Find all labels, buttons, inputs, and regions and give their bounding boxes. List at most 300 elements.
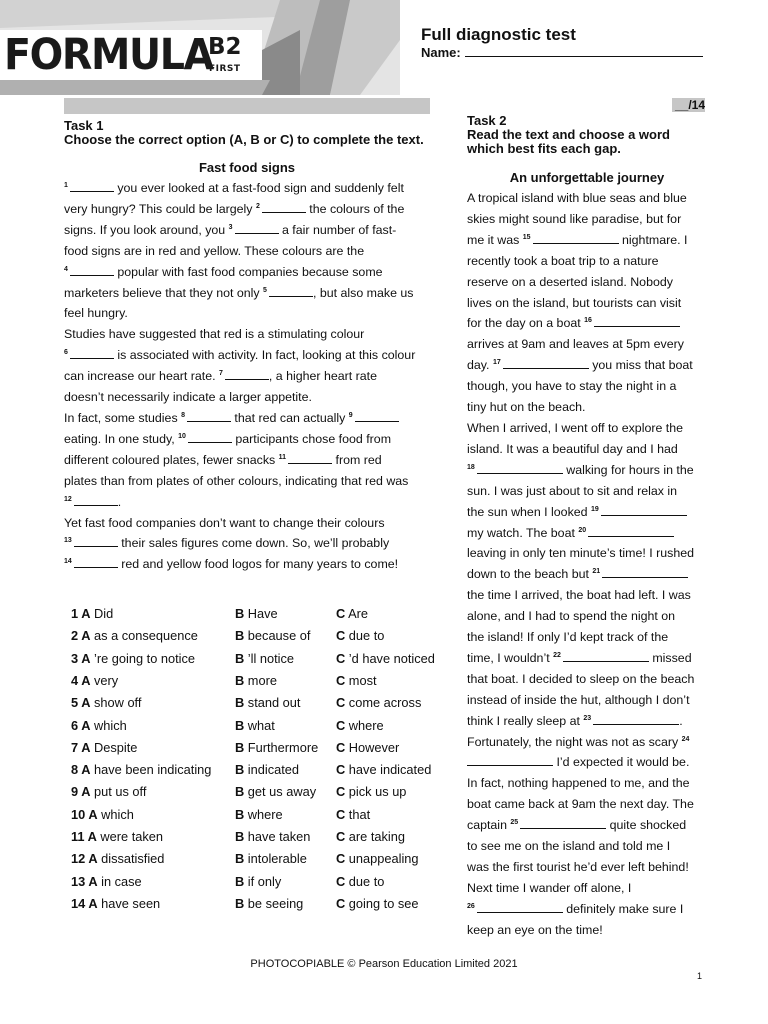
option-row	[71, 628, 451, 650]
option-text: that	[345, 806, 371, 822]
option-text: However	[345, 739, 400, 755]
option-a[interactable]	[71, 896, 160, 911]
option-text: stand out	[244, 695, 301, 711]
gap-number: 5	[263, 286, 267, 294]
option-c[interactable]	[336, 829, 405, 844]
option-b[interactable]	[235, 874, 281, 889]
option-letter: B	[235, 695, 245, 711]
option-text: have seen	[97, 895, 161, 911]
option-b[interactable]	[235, 740, 318, 755]
gap-number: 6	[64, 349, 68, 357]
option-a[interactable]	[71, 606, 113, 621]
answer-gap[interactable]	[477, 462, 563, 474]
option-text: ’d have noticed	[345, 650, 435, 666]
passage-text: keep an eye on the time!	[467, 922, 603, 937]
gap-number: 3	[228, 223, 233, 231]
option-row	[71, 874, 451, 896]
option-letter: C	[336, 717, 346, 733]
option-b[interactable]	[235, 673, 277, 688]
passage-line	[467, 439, 712, 460]
passage-text: , a higher heart rate	[268, 369, 378, 384]
passage-text: for the day on a boat	[467, 316, 585, 331]
gap-number: 25	[510, 819, 519, 827]
option-b[interactable]	[235, 651, 294, 666]
passage-text: marketers believe that they not only	[64, 285, 264, 300]
task2-passage	[467, 188, 712, 941]
gap-number: 10	[178, 432, 186, 440]
passage-line	[64, 513, 434, 534]
option-text: Did	[90, 606, 114, 621]
passage-line	[467, 334, 712, 355]
passage-text: A tropical island with blue seas and blue	[467, 191, 687, 205]
passage-line	[64, 554, 434, 575]
option-letter: C	[336, 895, 346, 911]
passage-line	[64, 492, 434, 513]
option-a[interactable]	[71, 762, 211, 777]
answer-gap[interactable]	[74, 535, 118, 547]
passage-text: feel hungry.	[64, 306, 128, 321]
answer-gap[interactable]	[262, 201, 306, 213]
answer-gap[interactable]	[601, 504, 687, 516]
option-text: as a consequence	[90, 628, 198, 644]
option-text: dissatisfied	[97, 851, 165, 867]
passage-text: alone, and I had to spend the night on	[467, 609, 676, 624]
passage-line	[467, 230, 712, 251]
option-text: Have	[244, 606, 278, 621]
passage-text: nightmare. I	[618, 232, 688, 247]
logo-wordmark: FORMULA	[4, 30, 213, 80]
passage-line	[467, 794, 712, 815]
passage-line	[467, 523, 712, 544]
option-text: which	[90, 717, 127, 733]
gap-number: 2	[255, 202, 260, 210]
passage-text: recently took a boat trip to a nature	[467, 253, 659, 268]
passage-line	[64, 241, 434, 262]
option-letter: C	[336, 672, 346, 688]
passage-text: my watch. The boat	[467, 525, 579, 540]
passage-line	[467, 209, 712, 230]
passage-text: the island! If only I’d kept track of the	[467, 630, 669, 645]
option-text: where	[244, 806, 283, 822]
option-b[interactable]	[235, 628, 310, 643]
option-row	[71, 718, 451, 740]
passage-line	[467, 815, 712, 836]
option-letter: 9 A	[71, 784, 91, 800]
gap-number: 11	[278, 453, 287, 461]
answer-gap[interactable]	[188, 431, 232, 443]
passage-text: their sales figures come down. So, we’ll probably	[117, 536, 390, 551]
option-a[interactable]	[71, 740, 137, 755]
passage-text: missed	[648, 650, 692, 665]
passage-text: I’d expected it would be.	[553, 755, 690, 770]
passage-text: Yet fast food companies don’t want to change their colours	[64, 515, 385, 530]
option-text: in case	[97, 873, 142, 889]
passage-text: reserve on a deserted island. Nobody	[467, 274, 673, 289]
option-row	[71, 651, 451, 673]
option-letter: B	[235, 739, 245, 755]
option-c[interactable]	[336, 851, 419, 866]
option-text: ’re going to notice	[90, 650, 196, 666]
passage-line	[467, 460, 712, 481]
option-letter: 4 A	[71, 672, 91, 688]
option-c[interactable]	[336, 695, 421, 710]
gap-number: 26	[467, 902, 475, 910]
passage-text: arrives at 9am and leaves at 5pm every	[467, 337, 684, 352]
option-row	[71, 829, 451, 851]
answer-gap[interactable]	[520, 817, 606, 829]
answer-gap[interactable]	[70, 264, 114, 276]
passage-line	[467, 355, 712, 376]
gap-number: 4	[64, 265, 68, 273]
option-text: what	[244, 717, 275, 733]
passage-text: though, you have to stay the night in a	[467, 379, 677, 394]
option-letter: C	[336, 873, 346, 889]
passage-text: that red can actually	[230, 410, 349, 425]
passage-text: very hungry? This could be largely	[64, 201, 256, 216]
option-c[interactable]	[336, 807, 370, 822]
passage-text: different coloured plates, fewer snacks	[64, 452, 279, 467]
passage-text: island. It was a beautiful day and I had	[467, 441, 678, 456]
gap-number: 9	[348, 411, 353, 419]
footer-copyright: PHOTOCOPIABLE © Pearson Education Limited 2021	[250, 958, 518, 970]
answer-gap[interactable]	[74, 494, 118, 506]
option-letter: C	[336, 695, 346, 711]
passage-text: Next time I wander off alone, I	[467, 880, 632, 895]
answer-gap[interactable]	[588, 525, 674, 537]
passage-line	[467, 899, 712, 920]
task2-instruction-line1: Read the text and choose a word	[467, 127, 670, 142]
passage-line	[467, 773, 712, 794]
option-letter: 14 A	[71, 895, 98, 911]
passage-text: can increase our heart rate.	[64, 369, 219, 384]
passage-line	[467, 585, 712, 606]
option-c[interactable]	[336, 784, 406, 799]
option-letter: 5 A	[71, 695, 91, 711]
gap-number: 18	[467, 463, 475, 471]
option-a[interactable]	[71, 695, 141, 710]
option-row	[71, 807, 451, 829]
option-letter: C	[336, 739, 346, 755]
passage-text: instead of inside the hut, although I don’t	[467, 692, 690, 707]
passage-line	[467, 293, 712, 314]
passage-text: quite shocked	[606, 818, 687, 833]
option-a[interactable]	[71, 874, 142, 889]
passage-line	[64, 387, 434, 408]
task1-text-title: Fast food signs	[198, 160, 296, 175]
option-text: come across	[345, 695, 422, 711]
task1-passage	[64, 178, 434, 575]
passage-text: the colours of the	[305, 201, 405, 216]
gap-number: 8	[181, 411, 185, 419]
name-label: Name:	[421, 45, 461, 60]
name-blank-line[interactable]	[465, 46, 703, 57]
gap-number: 12	[64, 495, 72, 503]
option-a[interactable]	[71, 718, 127, 733]
option-letter: B	[235, 717, 245, 733]
option-letter: B	[235, 895, 245, 911]
option-letter: C	[336, 762, 346, 778]
passage-line	[467, 188, 712, 209]
option-letter: 2 A	[71, 628, 91, 644]
option-letter: 11 A	[71, 829, 97, 844]
option-row	[71, 762, 451, 784]
option-c[interactable]	[336, 673, 377, 688]
answer-gap[interactable]	[269, 285, 313, 297]
answer-gap[interactable]	[355, 410, 399, 422]
passage-line	[467, 606, 712, 627]
answer-gap[interactable]	[288, 452, 332, 464]
gap-number: 17	[492, 359, 501, 367]
option-letter: B	[235, 628, 245, 644]
option-row	[71, 851, 451, 873]
passage-line	[467, 732, 712, 753]
passage-line	[64, 178, 434, 199]
option-letter: C	[336, 650, 346, 666]
passage-line	[467, 711, 712, 732]
passage-line	[64, 199, 434, 220]
option-text: where	[345, 717, 384, 733]
option-text: have taken	[244, 829, 311, 844]
option-letter: B	[235, 650, 245, 666]
option-text: most	[345, 672, 377, 688]
option-text: going to see	[345, 895, 419, 911]
option-text: due to	[345, 873, 385, 889]
passage-text: the sun when I looked	[467, 504, 591, 519]
option-row	[71, 784, 451, 806]
option-b[interactable]	[235, 762, 299, 777]
option-letter: 8 A	[71, 762, 91, 778]
answer-gap[interactable]	[594, 315, 680, 327]
passage-line	[467, 543, 712, 564]
gap-number: 1	[64, 182, 68, 189]
option-letter: 12 A	[71, 851, 98, 867]
option-text: be seeing	[244, 895, 304, 911]
option-text: were taken	[96, 829, 164, 844]
task1-label: Task 1	[64, 118, 104, 133]
passage-line	[64, 262, 434, 283]
passage-line	[467, 836, 712, 857]
passage-line	[467, 251, 712, 272]
option-a[interactable]	[71, 673, 118, 688]
answer-gap[interactable]	[467, 754, 553, 766]
option-b[interactable]	[235, 896, 303, 911]
option-text: show off	[90, 695, 142, 711]
option-c[interactable]	[336, 651, 435, 666]
answer-gap[interactable]	[563, 650, 649, 662]
option-text: have indicated	[345, 762, 432, 778]
passage-text: red and yellow food logos for many years to come!	[117, 557, 399, 572]
task2-text-title: An unforgettable journey	[509, 170, 665, 185]
passage-line	[64, 303, 434, 324]
page-number: 1	[697, 971, 703, 981]
logo-level: B2	[208, 34, 242, 60]
option-letter: B	[235, 851, 245, 867]
passage-line	[64, 429, 434, 450]
answer-gap[interactable]	[225, 368, 269, 380]
passage-text: leaving in only ten minute’s time! I rushed	[467, 546, 695, 561]
passage-line	[64, 366, 434, 387]
passage-line	[467, 857, 712, 878]
gap-number: 19	[591, 505, 599, 513]
option-text: which	[97, 806, 134, 822]
passage-line	[64, 408, 434, 429]
option-letter: B	[235, 784, 245, 800]
passage-line	[64, 220, 434, 241]
passage-text: plates than from plates of other colours, indicating that red was	[64, 473, 409, 488]
option-text: intolerable	[244, 851, 307, 867]
option-a[interactable]	[71, 628, 198, 643]
option-text: have been indicating	[90, 762, 212, 778]
document-title: Full diagnostic test	[421, 25, 576, 44]
option-c[interactable]	[336, 718, 384, 733]
passage-line	[467, 669, 712, 690]
passage-text: you ever looked at a fast-food sign and suddenly felt	[113, 181, 404, 195]
passage-text: lives on the island, but tourists can visit	[467, 295, 682, 310]
option-letter: B	[235, 873, 245, 889]
passage-line	[64, 345, 434, 366]
passage-text: the time I arrived, the boat had left. I was	[467, 588, 691, 603]
passage-text: me it was	[467, 232, 523, 247]
option-a[interactable]	[71, 851, 164, 866]
passage-text: food signs are in red and yellow. These colours are the	[64, 243, 365, 258]
answer-gap[interactable]	[533, 232, 619, 244]
option-text: more	[244, 672, 277, 688]
option-text: because of	[244, 628, 311, 644]
answer-gap[interactable]	[70, 180, 114, 192]
option-letter: C	[336, 784, 346, 800]
option-letter: 7 A	[71, 739, 91, 755]
passage-line	[467, 272, 712, 293]
option-c[interactable]	[336, 762, 431, 777]
option-text: Are	[345, 606, 369, 621]
option-c[interactable]	[336, 896, 419, 911]
passage-text: sun. I was just about to sit and relax in	[467, 483, 678, 498]
passage-text: day.	[467, 358, 493, 373]
passage-text: Fortunately, the night was not as scary	[467, 734, 682, 749]
option-b[interactable]	[235, 606, 278, 621]
gap-number: 20	[578, 526, 587, 534]
passage-text: walking for hours in the	[562, 462, 694, 477]
gap-number: 14	[64, 558, 72, 566]
gap-number: 22	[553, 651, 561, 659]
passage-text: a fair number of fast-	[278, 222, 397, 237]
gap-number: 23	[583, 714, 592, 722]
option-letter: 10 A	[71, 806, 98, 822]
task1-instruction: Choose the correct option (A, B or C) to complete the text.	[64, 132, 424, 147]
passage-text: time, I wouldn’t	[467, 650, 554, 665]
passage-line	[467, 418, 712, 439]
option-b[interactable]	[235, 695, 300, 710]
answer-gap[interactable]	[503, 357, 589, 369]
passage-line	[64, 450, 434, 471]
option-text: unappealing	[345, 851, 419, 867]
passage-text: , but also make us	[312, 285, 414, 300]
option-a[interactable]	[71, 651, 195, 666]
passage-line	[467, 502, 712, 523]
option-b[interactable]	[235, 807, 283, 822]
passage-line	[467, 627, 712, 648]
option-letter: B	[235, 672, 245, 688]
option-text: put us off	[90, 784, 147, 800]
gap-number: 24	[681, 735, 690, 743]
option-row	[71, 673, 451, 695]
answer-gap[interactable]	[74, 556, 118, 568]
passage-text: to see me on the island and told me I	[467, 839, 671, 854]
passage-text: is associated with activity. In fact, looking at this colour	[113, 348, 416, 363]
passage-text: When I arrived, I went off to explore the	[467, 420, 684, 435]
name-field[interactable]	[421, 45, 703, 60]
option-b[interactable]	[235, 829, 310, 844]
answer-gap[interactable]	[593, 713, 679, 725]
option-b[interactable]	[235, 784, 316, 799]
option-text: Furthermore	[244, 739, 319, 755]
passage-text: down to the beach but	[467, 567, 593, 582]
answer-gap[interactable]	[235, 222, 279, 234]
option-b[interactable]	[235, 851, 307, 866]
option-a[interactable]	[71, 784, 146, 799]
passage-line	[64, 283, 434, 304]
option-b[interactable]	[235, 718, 275, 733]
passage-line	[467, 878, 712, 899]
option-c[interactable]	[336, 874, 384, 889]
passage-line	[467, 690, 712, 711]
option-letter: C	[336, 806, 346, 822]
option-a[interactable]	[71, 807, 134, 822]
option-a[interactable]	[71, 829, 163, 844]
passage-line	[64, 533, 434, 554]
passage-text: Studies have suggested that red is a stimulating colour	[64, 327, 365, 342]
option-letter: C	[336, 606, 346, 621]
option-c[interactable]	[336, 628, 384, 643]
option-row	[71, 606, 451, 628]
passage-text: definitely make sure I	[562, 901, 684, 916]
option-text: pick us up	[345, 784, 407, 800]
option-letter: B	[235, 606, 245, 621]
passage-line	[467, 313, 712, 334]
passage-line	[467, 481, 712, 502]
answer-gap[interactable]	[70, 347, 114, 359]
passage-text: eating. In one study,	[64, 431, 179, 446]
passage-text: captain	[467, 818, 511, 833]
passage-line	[467, 648, 712, 669]
section-bar	[64, 98, 430, 114]
passage-line	[467, 376, 712, 397]
option-row	[71, 896, 451, 918]
passage-line	[467, 397, 712, 418]
passage-text: think I really sleep at	[467, 713, 584, 728]
option-letter: B	[235, 806, 245, 822]
answer-gap[interactable]	[477, 901, 563, 913]
passage-line	[467, 920, 712, 941]
option-row	[71, 740, 451, 762]
task2-instruction-line2: which best fits each gap.	[467, 141, 621, 156]
gap-number: 7	[218, 370, 223, 378]
passage-text: from red	[332, 452, 382, 467]
option-letter: 1 A	[71, 606, 91, 621]
passage-text: you miss that boat	[588, 358, 693, 373]
answer-gap[interactable]	[187, 410, 231, 422]
passage-line	[467, 752, 712, 773]
passage-text: In fact, nothing happened to me, and the	[467, 776, 690, 791]
answer-gap[interactable]	[602, 566, 688, 578]
option-letter: C	[336, 851, 346, 867]
passage-text: participants chose food from	[231, 431, 392, 446]
gap-number: 13	[64, 537, 72, 545]
option-text: get us away	[244, 784, 317, 800]
score-box: __/14	[672, 98, 705, 112]
option-c[interactable]	[336, 740, 399, 755]
option-c[interactable]	[336, 606, 368, 621]
